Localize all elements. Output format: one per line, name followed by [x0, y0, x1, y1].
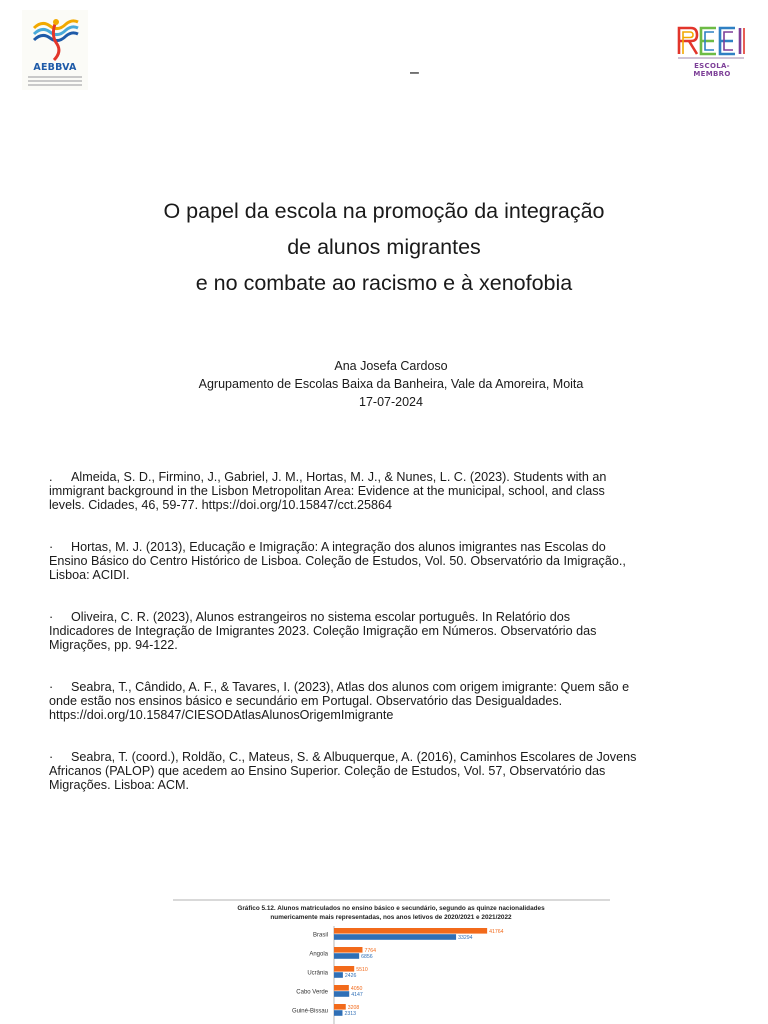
reference-item — [49, 611, 729, 652]
chart-category-label: Angola — [309, 951, 328, 958]
reference-line: Ensino Básico do Centro Histórico de Lisboa. Coleção de Estudos, Vol. 50. Observatório da Imigração., — [49, 553, 626, 568]
chart-value-label: 6856 — [361, 954, 373, 961]
nationality-bar-chart — [173, 899, 610, 1024]
author-block — [0, 357, 768, 411]
reference-line: Seabra, T. (coord.), Roldão, C., Mateus, S. & Albuquerque, A. (2016), Caminhos Escolares de Jovens — [71, 750, 637, 764]
reei-logo-icon — [676, 24, 748, 58]
reference-bullet: · — [49, 610, 54, 624]
chart-bar — [334, 1004, 346, 1010]
reference-line: Africanos (PALOP) que acedem ao Ensino Superior. Coleção de Estudos, Vol. 57, Observatório das — [49, 763, 606, 778]
reference-bullet: · — [49, 680, 54, 694]
chart-bar — [334, 947, 362, 953]
aebbva-logo-icon — [30, 14, 80, 64]
reference-line: Lisboa: ACIDI. — [49, 567, 130, 582]
chart-value-label: 5510 — [356, 967, 368, 973]
reference-bullet: . — [49, 470, 53, 484]
author-date: 17-07-2024 — [359, 395, 423, 409]
aebbva-logo-text: AEBBVA — [33, 62, 77, 73]
reference-line: Indicadores de Integração de Imigrantes 2023. Coleção Imigração em Números. Observatório das — [49, 623, 597, 638]
chart-svg — [173, 899, 610, 1024]
chart-value-label: 4050 — [350, 986, 363, 992]
reference-line: Oliveira, C. R. (2023), Alunos estrangeiros no sistema escolar português. In Relatório dos — [71, 610, 571, 624]
chart-title: Gráfico 5.12. Alunos matriculados no ensino básico e secundário, segundo as quinze nacionalidades — [237, 905, 545, 912]
reference-line: immigrant background in the Lisbon Metropolitan Area: Evidence at the municipal, school, and class — [49, 483, 605, 498]
chart-category-label: Ucrânia — [307, 970, 328, 977]
chart-value-label: 33294 — [458, 935, 473, 942]
chart-bar — [334, 934, 456, 940]
chart-value-label: 41764 — [489, 929, 504, 935]
reference-line: Migrações, pp. 94-122. — [49, 637, 178, 652]
chart-bar — [334, 928, 487, 934]
chart-subtitle: numericamente mais representadas, nos anos letivos de 2020/2021 e 2021/2022 — [270, 914, 512, 921]
chart-value-label: 3208 — [347, 1005, 360, 1011]
chart-category-label: Cabo Verde — [296, 989, 328, 996]
reference-item — [49, 681, 729, 722]
reference-line: onde estão nos ensinos básico e secundário em Portugal. Observatório das Desigualdades. — [49, 693, 563, 708]
reference-item — [49, 541, 729, 582]
reference-bullet: · — [49, 540, 54, 554]
reference-line: Almeida, S. D., Firmino, J., Gabriel, J. M., Hortas, M. J., & Nunes, L. C. (2023). Students with an — [71, 470, 607, 484]
header-separator: – — [410, 64, 419, 81]
reei-logo-label: ESCOLA-MEMBRO — [693, 62, 731, 78]
page-title — [0, 193, 768, 301]
chart-value-label: 2426 — [344, 973, 357, 980]
reei-logo — [676, 24, 748, 78]
title-line-2: de alunos migrantes — [287, 235, 481, 259]
chart-bar — [334, 966, 354, 972]
reference-line: https://doi.org/10.15847/CIESODAtlasAlunosOrigemImigrante — [49, 707, 394, 722]
reference-line: Hortas, M. J. (2013), Educação e Imigração: A integração dos alunos imigrantes nas Escolas do — [71, 540, 606, 554]
author-affiliation: Agrupamento de Escolas Baixa da Banheira, Vale da Amoreira, Moita — [198, 377, 584, 391]
chart-bar — [334, 953, 359, 959]
reference-line: Migrações. Lisboa: ACM. — [49, 777, 189, 792]
author-name: Ana Josefa Cardoso — [334, 359, 448, 373]
chart-bar — [334, 985, 349, 991]
chart-bar — [334, 1010, 342, 1016]
chart-value-label: 4147 — [351, 992, 363, 999]
aebbva-logo-subtitle — [28, 76, 82, 88]
title-line-1: O papel da escola na promoção da integração — [163, 199, 605, 223]
reference-line: Seabra, T., Cândido, A. F., & Tavares, I. (2023), Atlas dos alunos com origem imigrante: Quem são e — [71, 680, 630, 694]
aebbva-logo — [22, 10, 88, 90]
title-line-3: e no combate ao racismo e à xenofobia — [195, 271, 573, 295]
reei-logo-subtitle — [678, 57, 744, 59]
chart-bar — [334, 991, 349, 997]
reference-line: levels. Cidades, 46, 59-77. https://doi.org/10.15847/cct.25864 — [49, 497, 393, 512]
reference-item — [49, 751, 729, 792]
reference-item — [49, 471, 729, 512]
chart-bar — [334, 972, 343, 978]
chart-value-label: 2313 — [344, 1011, 357, 1018]
chart-value-label: 7764 — [364, 948, 377, 954]
chart-category-label: Brasil — [312, 932, 328, 939]
reference-bullet: · — [49, 750, 54, 764]
chart-category-label: Guiné-Bissau — [291, 1008, 328, 1015]
